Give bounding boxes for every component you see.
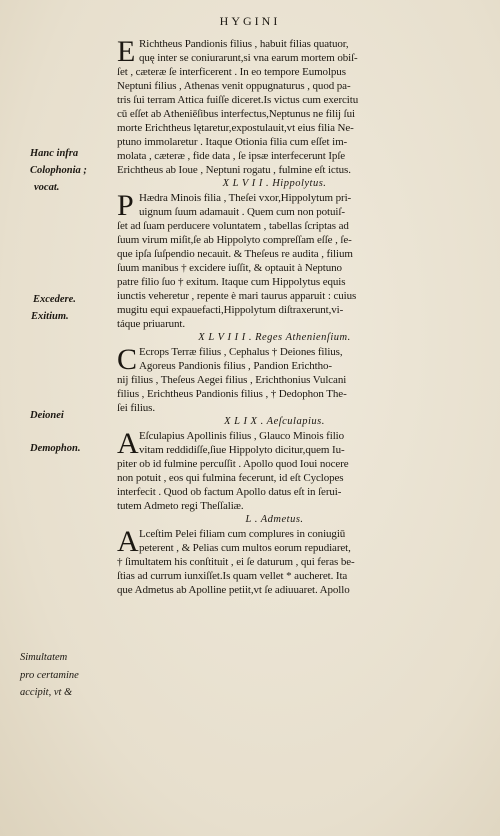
text-line: táque priuarunt. [117,318,186,330]
section-heading: L . Admetus. [245,514,304,525]
drop-cap-initial: E [117,35,136,68]
text-line: Agoreus Pandionis filius , Pandion Erichtho- [139,360,332,372]
drop-cap-initial: P [117,189,134,222]
margin-note-pro-certamine: pro certamine [20,670,79,681]
text-line: Neptuni filius , Athenas venit oppugnaturus , quod pa- [117,80,351,92]
paragraph [117,191,432,331]
paragraph [117,37,432,177]
text-line: interfecit . Quod ob factum Apollo datus eſt in ſerui- [117,486,342,498]
main-text-column [117,37,432,597]
margin-note-vocat: vocat. [34,182,60,193]
text-line: Lceſtim Pelei filiam cum complures in coniugiū [139,528,346,540]
text-line: ſtias ad currum iunxiſſet.Is quam vellet * aucheret. Ita [117,570,348,582]
margin-note-hanc-infra: Hanc infra [30,148,79,159]
paragraph [117,527,432,597]
margin-note-colophonia: Colophonia ; [30,165,87,176]
section-admetus [117,513,432,597]
text-line: ſet ad ſuam perducere voluntatem , tabellas ſcriptas ad [117,220,349,232]
text-line: Ecrops Terræ filius , Cephalus † Deiones filius, [139,346,343,358]
text-line: non potuit , eos qui fulmina fecerunt, id eſt Cyclopes [117,472,344,484]
text-line: patre filio ſuo † exitum. Itaque cum Hippolytus equis [117,276,346,288]
text-line: tutem Admeto regi Theſſaliæ. [117,500,244,512]
text-line: nij filius , Theſeus Aegei filius , Erichthonius Vulcani [117,374,347,386]
text-line: ſuum virum miſit,ſe ab Hippolyto compreſſam eſſe , ſe- [117,234,352,246]
text-line: cū eſſet ab Atheniēſibus interfectus,Neptunus ne filij ſui [117,108,355,120]
section-hippolytus [117,177,432,331]
text-line: vitam reddidiſſe,ſiue Hippolyto dicitur,quem Iu- [139,444,345,456]
text-line: ſet , cæteræ ſe interficerent . In eo tempore Eumolpus [117,66,346,78]
section-heading: X L V I I I . Reges Athenienſium. [198,332,351,343]
text-line: Richtheus Pandionis filius , habuit filias quatuor, [139,38,349,50]
text-line: tris ſui terram Attica fuiſſe diceret.Is victus cum exercitu [117,94,359,106]
text-line: ſei filius. [117,402,156,414]
drop-cap-initial: C [117,343,138,376]
text-line: Erichtheus ab Ioue , Neptuni rogatu , fulmine eſt ictus. [117,164,351,176]
drop-cap-initial: A [117,427,139,460]
text-line: peterent , & Pelias cum multos eorum repudiaret, [139,542,351,554]
margin-note-deionei: Deionei [30,410,64,421]
text-line: mugitu equi expauefacti,Hippolytum diſtraxerunt,vi- [117,304,344,316]
section-reges-atheniensium [117,331,432,415]
paragraph [117,429,432,513]
text-line: molata , cæteræ , fide data , ſe ipsæ interfecerunt Ipſe [117,150,346,162]
text-line: ptuno immolaretur . Itaque Otionia filia cum eſſet im- [117,136,348,148]
text-line: piter ob id fulmine percuſſit . Apollo quod Ioui nocere [117,458,349,470]
margin-note-simultatem: Simultatem [20,652,68,663]
running-head: HYGINI [219,14,281,28]
section-erichtheus [117,37,432,177]
section-heading: X L I X . Aeſculapius. [224,416,325,427]
margin-note-accipit: accipit, vt & [20,687,73,698]
section-aesculapius [117,415,432,513]
drop-cap-initial: A [117,525,139,558]
text-line: † ſimultatem his conſtituit , ei ſe daturum , qui feras be- [117,556,355,568]
paragraph [117,345,432,415]
text-line: filius , Erichtheus Pandionis filius , † Dedophon The- [117,388,347,400]
text-line: uignum ſuum adamauit . Quem cum non potuiſ- [139,206,345,218]
text-line: quę inter se coniurarunt,si vna earum mortem obiſ- [139,52,358,64]
margin-note-excedere: Excedere. [33,294,76,305]
text-line: morte Erichtheus lętaretur,expostulauit,vt eius filia Ne- [117,122,354,134]
text-line: Hædra Minois filia , Theſei vxor,Hippolytum pri- [139,192,352,204]
section-heading: X L V I I . Hippolytus. [222,178,327,189]
text-line: iunctis veheretur , repente è mari taurus apparuit : cuius [117,290,357,302]
margin-note-exitium: Exitium. [31,311,69,322]
margin-note-demophon: Demophon. [30,443,81,454]
text-line: ſuum manibus † excidere iuſſit, & optauit à Neptuno [117,262,342,274]
text-line: que Admetus ab Apolline petiit,vt ſe adiuuaret. Apollo [117,584,350,596]
text-line: Eſculapius Apollinis filius , Glauco Minois filio [139,430,345,442]
text-line: que ipſa ſuſpendio necauit. & Theſeus re audita , filium [117,248,353,260]
